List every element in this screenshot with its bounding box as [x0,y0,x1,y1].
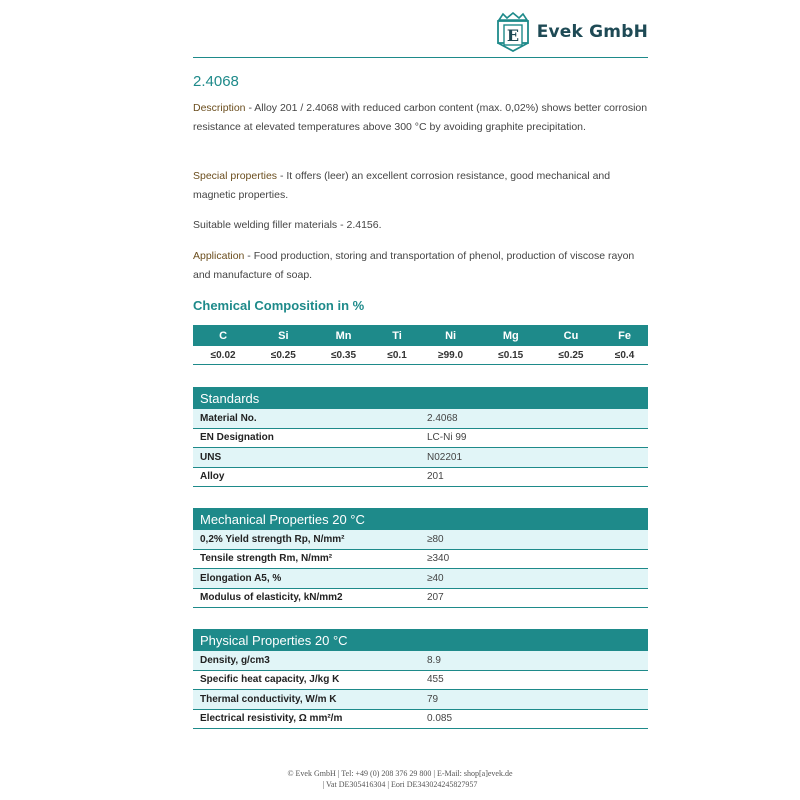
physical-properties-table [193,629,648,729]
property-value: ≥340 [420,549,648,569]
application-paragraph [193,247,648,285]
element-value-cu: ≤0.25 [541,346,601,365]
property-value: N02201 [420,448,648,468]
element-value-c: ≤0.02 [193,346,253,365]
svg-text:E: E [506,26,519,45]
property-value: ≥80 [420,530,648,549]
special-properties-label: Special properties [193,170,278,182]
property-value: 8.9 [420,651,648,670]
mechanical-properties-table [193,508,648,608]
property-name: UNS [193,448,420,468]
table-row [193,588,648,608]
property-name: Density, g/cm3 [193,651,420,670]
header-divider [193,57,648,58]
chemical-composition-title: Chemical Composition in % [193,298,365,313]
element-value-mn: ≤0.35 [313,346,373,365]
page-header [193,0,648,58]
property-name: EN Designation [193,428,420,448]
footer-tax-line: | Vat DE305416304 | Eori DE343024245827957 [322,780,478,789]
element-value-ni: ≥99.0 [420,346,480,365]
property-name: Elongation A5, % [193,569,420,589]
element-value-mg: ≤0.15 [481,346,541,365]
element-value-ti: ≤0.1 [374,346,421,365]
property-value: LC-Ni 99 [420,428,648,448]
mechanical-header-row [193,508,648,530]
property-name: Material No. [193,409,420,428]
element-value-fe: ≤0.4 [601,346,648,365]
property-value: ≥40 [420,569,648,589]
company-name: Evek GmbH [536,22,648,42]
element-header-c: C [193,325,253,346]
chemical-composition-table [193,325,648,365]
element-value-si: ≤0.25 [253,346,313,365]
standards-header-row [193,387,648,409]
table-row [193,467,648,487]
table-row [193,709,648,729]
standards-section-title: Standards [193,387,648,409]
property-value: 2.4068 [420,409,648,428]
shield-e-logo-icon [495,12,531,52]
document-page [193,0,648,725]
page-footer [0,768,800,790]
property-value: 207 [420,588,648,608]
table-row [193,670,648,690]
application-text: - Food production, storing and transportation of phenol, production of viscose rayon and manufacture of soap. [193,250,635,281]
table-row [193,690,648,710]
element-header-mn: Mn [313,325,373,346]
description-label: Description [193,102,246,114]
property-name: Specific heat capacity, J/kg K [193,670,420,690]
property-value: 201 [420,467,648,487]
welding-paragraph: Suitable welding filler materials - 2.4156. [193,219,382,231]
element-header-cu: Cu [541,325,601,346]
physical-section-title: Physical Properties 20 °C [193,629,648,651]
table-row [193,409,648,428]
property-name: Modulus of elasticity, kN/mm2 [193,588,420,608]
element-header-fe: Fe [601,325,648,346]
table-row [193,651,648,670]
property-value: 0.085 [420,709,648,729]
element-header-si: Si [253,325,313,346]
property-name: 0,2% Yield strength Rp, N/mm² [193,530,420,549]
physical-header-row [193,629,648,651]
element-header-ti: Ti [374,325,421,346]
chemical-header-row [193,325,648,346]
special-properties-text: - It offers (leer) an excellent corrosion resistance, good mechanical and magnetic properties. [193,170,611,201]
table-row [193,448,648,468]
description-paragraph [193,99,648,137]
footer-contact-line: © Evek GmbH | Tel: +49 (0) 208 376 29 800 | E-Mail: shop[a]evek.de [287,769,513,778]
property-name: Tensile strength Rm, N/mm² [193,549,420,569]
element-header-mg: Mg [481,325,541,346]
description-text: - Alloy 201 / 2.4068 with reduced carbon content (max. 0,02%) shows better corrosion resistance at elevated temperatures above 300 °C by avoiding graphite precipitation. [193,102,648,133]
property-name: Electrical resistivity, Ω mm²/m [193,709,420,729]
table-row [193,530,648,549]
property-value: 79 [420,690,648,710]
application-label: Application [193,250,245,262]
chemical-values-row [193,346,648,365]
table-row [193,428,648,448]
page-title: 2.4068 [193,73,239,90]
company-logo [495,12,648,52]
property-value: 455 [420,670,648,690]
special-properties-paragraph [193,167,648,205]
mechanical-section-title: Mechanical Properties 20 °C [193,508,648,530]
element-header-ni: Ni [420,325,480,346]
table-row [193,549,648,569]
property-name: Alloy [193,467,420,487]
table-row [193,569,648,589]
property-name: Thermal conductivity, W/m K [193,690,420,710]
standards-table [193,387,648,487]
